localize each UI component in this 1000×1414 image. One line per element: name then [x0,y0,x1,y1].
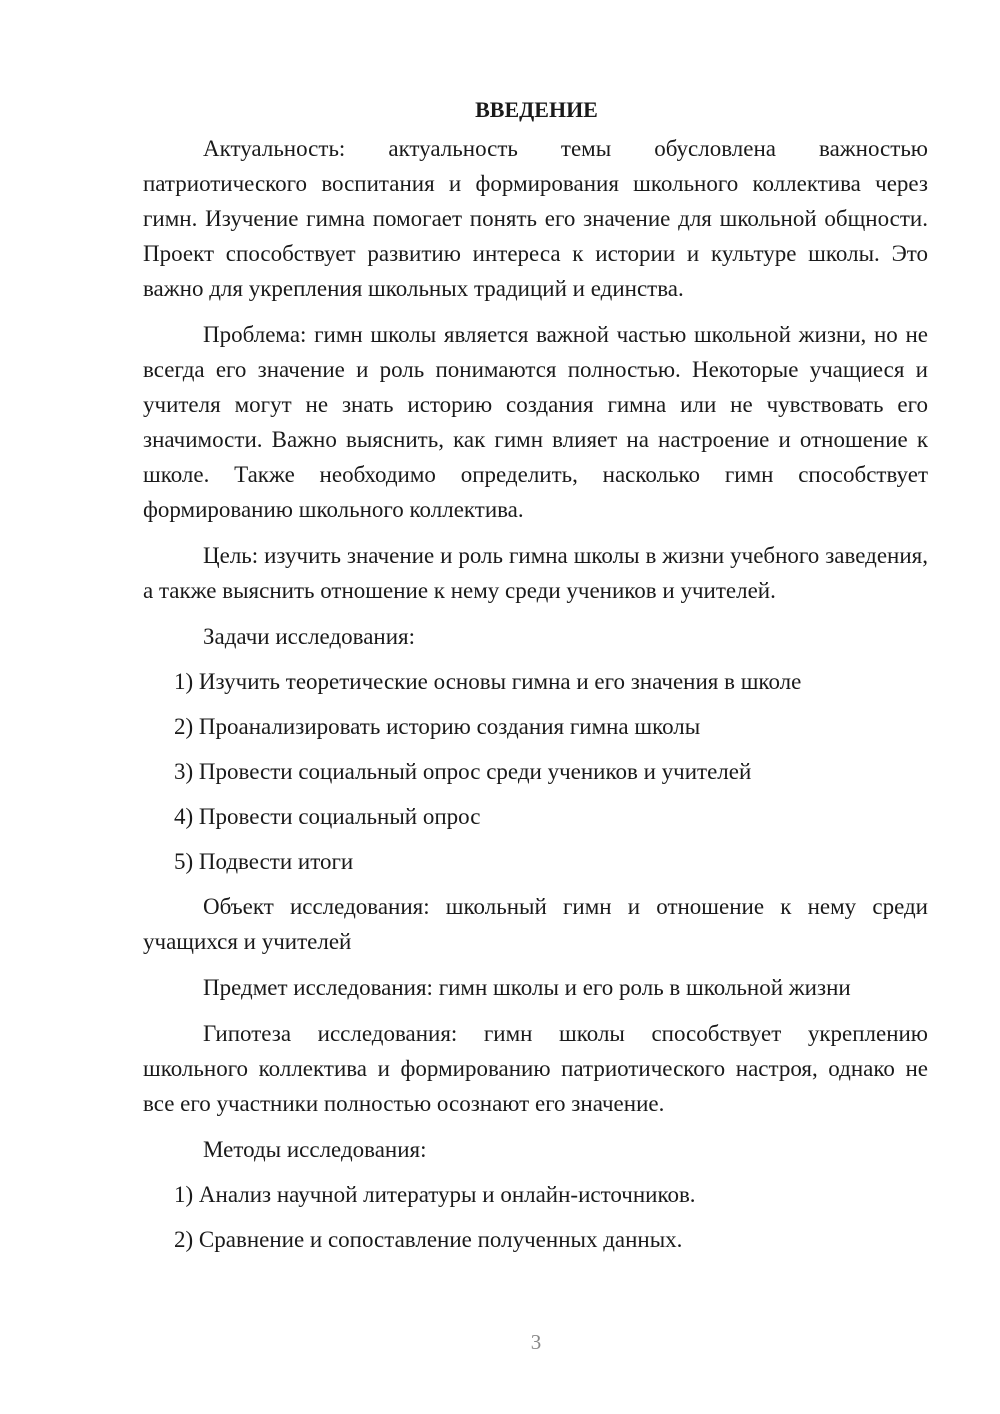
document-page [143,92,928,1267]
task-item: 1) Изучить теоретические основы гимна и его значения в школе [174,669,802,694]
methods-list [143,1177,928,1257]
relevance-paragraph: Актуальность: актуальность темы обусловлена важностью патриотического воспитания и формирования школьного коллектива через гимн. Изучение гимна помогает понять его значение для школьной общности. Проект способствует развитию интереса к истории и культуре школы. Это важно для укрепления школьных традиций и единства. [143,136,928,301]
task-item: 5) Подвести итоги [174,849,354,874]
tasks-heading: Задачи исследования: [203,624,416,649]
goal-paragraph: Цель: изучить значение и роль гимна школы в жизни учебного заведения, а также выяснить отношение к нему среди учеников и учителей. [143,543,928,603]
methods-heading: Методы исследования: [203,1137,427,1162]
hypothesis-paragraph: Гипотеза исследования: гимн школы способствует укреплению школьного коллектива и формированию патриотического настроя, однако не все его участники полностью осознают его значение. [143,1021,928,1116]
method-item: 2) Сравнение и сопоставление полученных данных. [174,1227,683,1252]
task-item: 2) Проанализировать историю создания гимна школы [174,714,701,739]
problem-paragraph: Проблема: гимн школы является важной частью школьной жизни, но не всегда его значение и роль понимаются полностью. Некоторые учащиеся и учителя могут не знать историю создания гимна или не чувствовать его значимости. Важно выяснить, как гимн влияет на настроение и отношение к школе. Также необходимо определить, насколько гимн способствует формированию школьного коллектива. [143,322,928,522]
task-item: 4) Провести социальный опрос [174,804,481,829]
document-title: ВВЕДЕНИЕ [475,97,598,122]
tasks-list [143,664,928,879]
subject-paragraph: Предмет исследования: гимн школы и его роль в школьной жизни [203,975,851,1000]
object-paragraph: Объект исследования: школьный гимн и отношение к нему среди учащихся и учителей [143,894,928,954]
page-number: 3 [530,1330,542,1354]
method-item: 1) Анализ научной литературы и онлайн-источников. [174,1182,696,1207]
task-item: 3) Провести социальный опрос среди учеников и учителей [174,759,752,784]
